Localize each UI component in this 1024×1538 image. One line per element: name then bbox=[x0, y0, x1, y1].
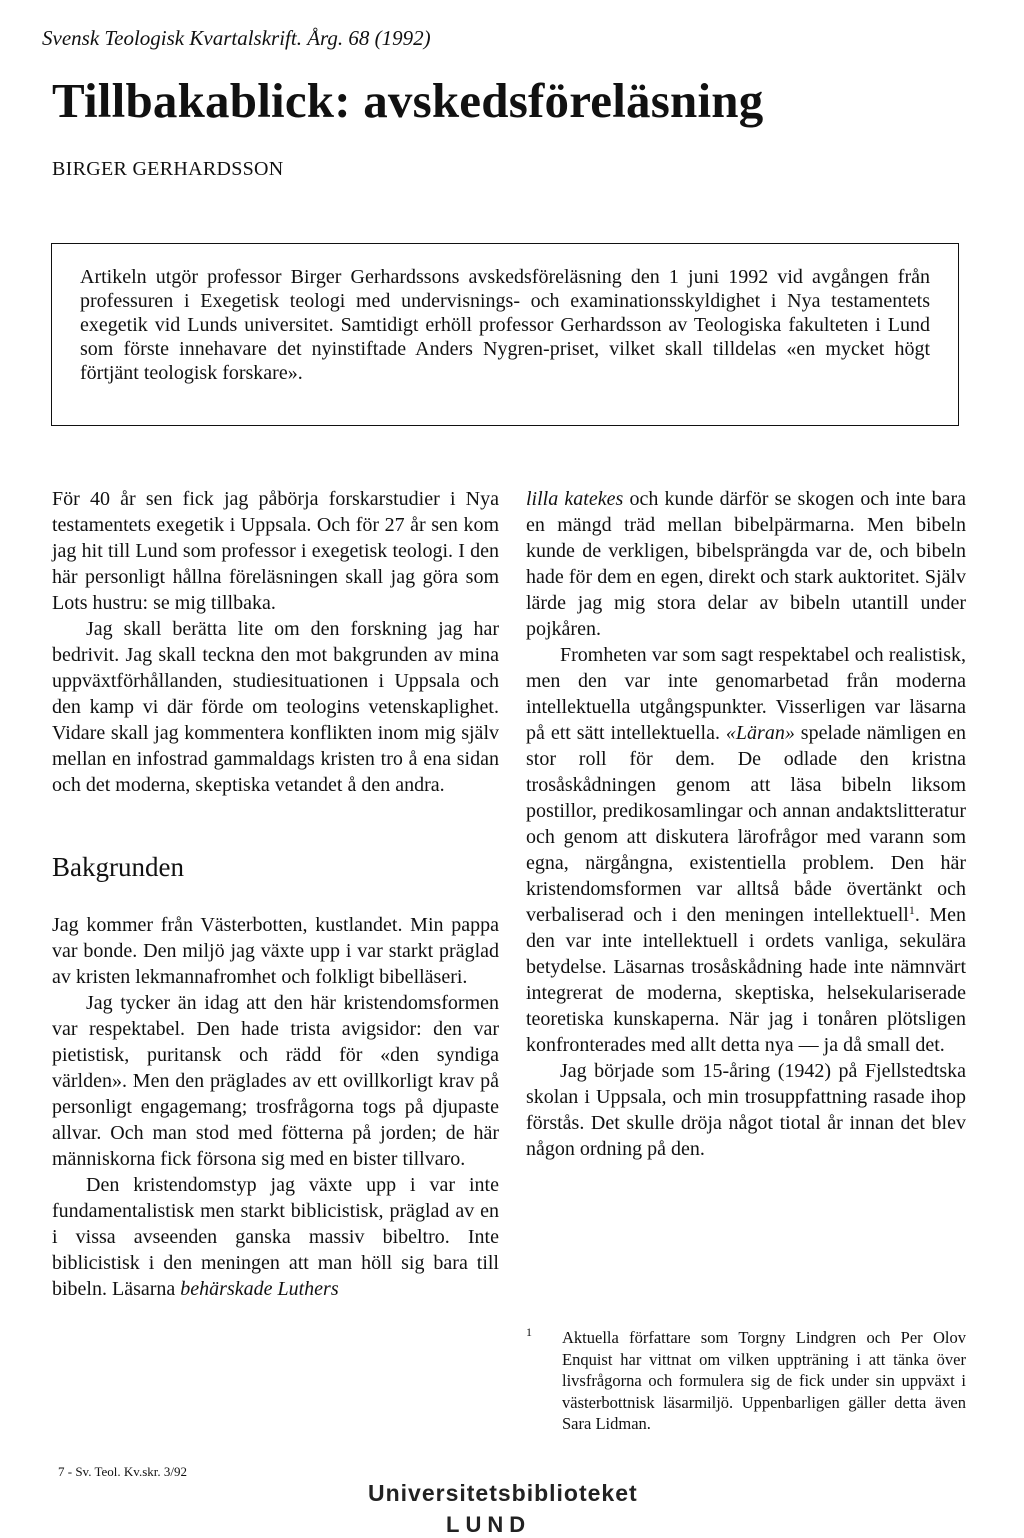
left-column bbox=[52, 486, 499, 1302]
left-paragraph-5-italic: behärskade Luthers bbox=[180, 1278, 339, 1300]
library-stamp: Universitetsbiblioteket bbox=[368, 1480, 638, 1506]
abstract-text: Artikeln utgör professor Birger Gerhardssons avskedsföreläsning den 1 juni 1992 vid avgången från professuren i Exegetisk teologi med undervisnings- och examinationsskyldighet i Nya testamentets exegetik vid Lunds universitet. Samtidigt erhöll professor Gerhardsson av Teologiska fakulteten i Lund som förste innehavare det nyinstiftade Anders Nygren-priset, vilket skall tilldelas «en mycket högt förtjänt teologisk forskare». bbox=[80, 266, 930, 384]
right-paragraph-2-b: spelade nämligen en stor roll för dem. De odlade den kristna trosåskådningen genom att läsa bibeln liksom postillor, predikosamlingar och annan andaktslitteratur och genom att diskutera lärofrågor med varann som egna, närgångna, existentiella problem. Den här kristendomsformen var alltså både övertänkt och verbaliserad och i den meningen intellektuell bbox=[526, 722, 966, 926]
left-paragraph-4: Jag tycker än idag att den här kristendomsformen var respektabel. Den hade trista avigsidor: den var pietistisk, puritansk och rädd för «den syndiga världen». Men den präglades av ett ovillkorligt krav på personligt engagemang; trosfrågorna togs på djupaste allvar. Och man stod med fötterna på jorden; de här människorna fick försona sig med en bister tillvaro. bbox=[52, 992, 499, 1170]
journal-header: Svensk Teologisk Kvartalskrift. Årg. 68 (1992) bbox=[42, 26, 431, 50]
right-column bbox=[526, 486, 966, 1162]
library-stamp-city: LUND bbox=[446, 1512, 532, 1537]
footnote bbox=[526, 1327, 966, 1435]
right-paragraph-1-italic: lilla katekes bbox=[526, 488, 624, 510]
article-title: Tillbakablick: avskedsföreläsning bbox=[52, 73, 764, 128]
left-paragraph-3: Jag kommer från Västerbotten, kustlandet. Min pappa var bonde. Den miljö jag växte upp i var starkt präglad av kristen lekmannafromhet och folkligt bibelläseri. bbox=[52, 914, 499, 988]
right-paragraph-2-italic: «Läran» bbox=[725, 722, 795, 744]
abstract-box bbox=[51, 243, 959, 426]
left-paragraph-1: För 40 år sen fick jag påbörja forskarstudier i Nya testamentets exegetik i Uppsala. Och för 27 år sen kom jag hit till Lund som professor i exegetisk teologi. I den här personligt hållna föreläsningen skall jag göra som Lots hustru: se mig tillbaka. bbox=[52, 488, 499, 614]
right-paragraph-2-c: . Men den var inte intellektuell i ordets vanliga, sekulära betydelse. Läsarnas trosåskådning hade inte nämnvärt integrerat de moderna, skeptiska, helsekulariserade teoretiska kunskaperna. När jag i tonåren plötsligen konfronterades med allt detta nya — ja då small det. bbox=[526, 904, 966, 1056]
section-heading-bakgrunden: Bakgrunden bbox=[52, 852, 184, 882]
page-code: 7 - Sv. Teol. Kv.skr. 3/92 bbox=[58, 1464, 187, 1479]
left-paragraph-5 bbox=[52, 1172, 499, 1302]
footnote-text: Aktuella författare som Torgny Lindgren och Per Olov Enquist har vittnat om vilken uppträning i att tänka över livsfrågorna och formulera sig de fick under sin uppväxt i västerbottnisk läsarmiljö. Uppenbarligen gäller detta även Sara Lidman. bbox=[562, 1328, 966, 1433]
left-paragraph-5-text: Den kristendomstyp jag växte upp i var inte fundamentalistisk men starkt biblicistisk, präglad av en i vissa avseenden ganska massiv bibeltro. Inte biblicistisk i den meningen att man höll sig bara till bibeln. Läsarna bbox=[52, 1174, 499, 1300]
footnote-mark: 1 bbox=[526, 1325, 532, 1339]
right-paragraph-1 bbox=[526, 486, 966, 642]
right-paragraph-3: Jag började som 15-åring (1942) på Fjellstedtska skolan i Uppsala, och min trosuppfattning rasade ihop förstås. Det skulle dröja något tiotal år innan det blev någon ordning på den. bbox=[526, 1060, 966, 1160]
right-paragraph-2-a: Fromheten var som sagt respektabel och realistisk, men den var inte genomarbetad från moderna intellektuella utgångspunkter. Visserligen var läsarna på ett sätt intellektuella. bbox=[526, 644, 966, 744]
right-paragraph-2 bbox=[526, 642, 966, 1058]
right-paragraph-1-text: och kunde därför se skogen och inte bara en mängd träd mellan bibelpärmarna. Men bibeln kunde de verkligen, bibelsprängda var de, och bibeln hade för dem en egen, direkt och stark auktoritet. Själv lärde jag mig stora delar av bibeln utantill under pojkåren. bbox=[526, 488, 966, 640]
article-author: BIRGER GERHARDSSON bbox=[52, 158, 284, 180]
footnote-reference[interactable]: 1 bbox=[908, 902, 915, 917]
left-paragraph-2: Jag skall berätta lite om den forskning jag har bedrivit. Jag skall teckna den mot bakgrunden av mina uppväxtförhållanden, studiesituationen i Uppsala och den kamp vi där förde om teologins vetenskaplighet. Vidare skall jag kommentera konflikten inom mig själv mellan en infostrad gammaldags kristen tro å ena sidan och det moderna, skeptiska vetandet å den andra. bbox=[52, 618, 499, 796]
